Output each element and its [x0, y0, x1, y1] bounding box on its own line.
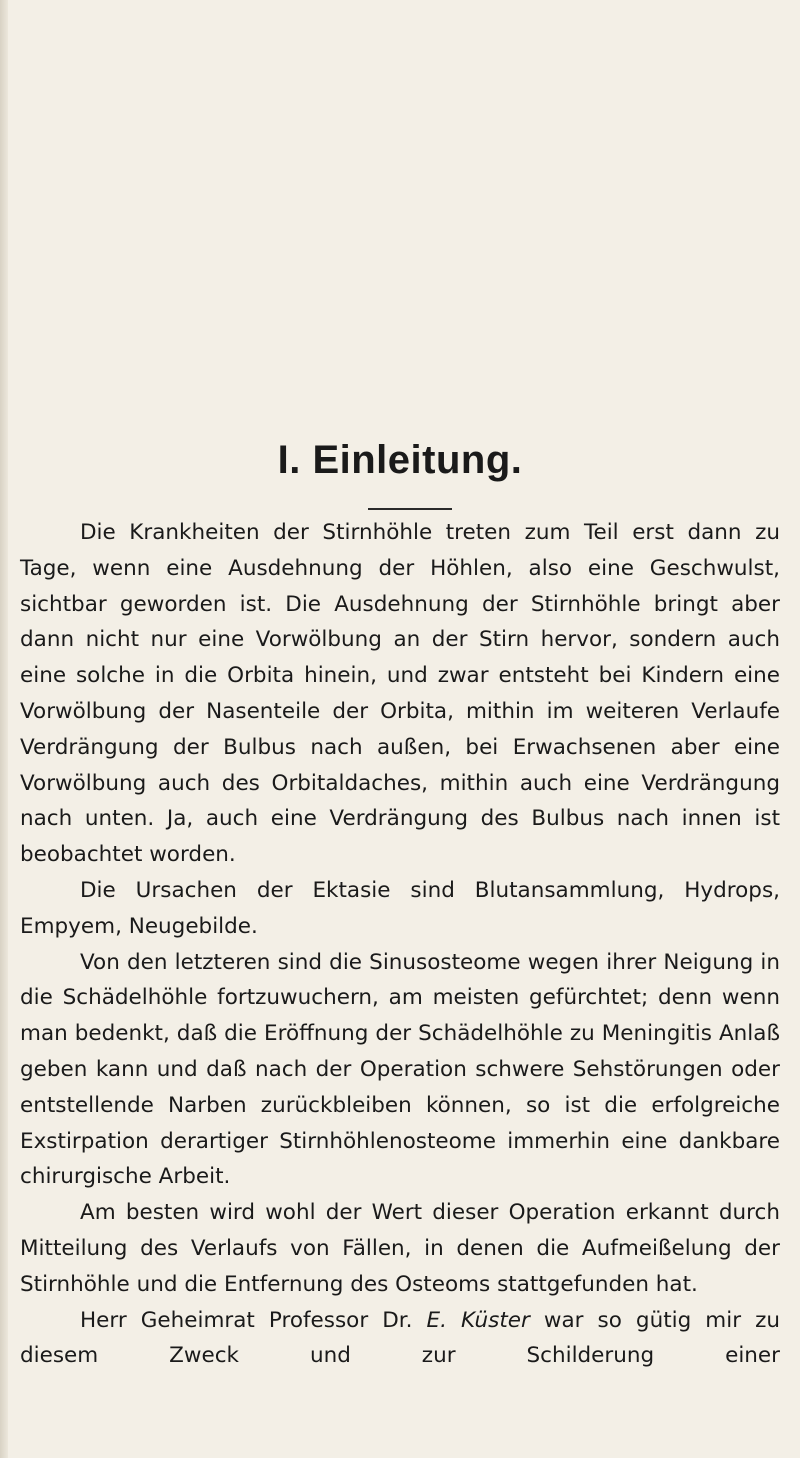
paragraph-acknowledgement [20, 1303, 780, 1375]
person-name: E. Küster [426, 1307, 530, 1333]
chapter-heading: I. Einleitung. [277, 438, 523, 482]
paragraph-causes: Die Ursachen der Ektasie sind Blutansammlung, Hydrops, Empyem, Neugebilde. [20, 877, 780, 939]
paragraph-intro: Die Krankheiten der Stirnhöhle treten zum Teil erst dann zu Tage, wenn eine Ausdehnung der Höhlen, also eine Geschwulst, sichtbar geworden ist. Die Ausdehnung der Stirnhöhle bringt aber dann nicht nur eine Vorwölbung an der Stirn hervor, sondern auch eine solche in die Orbita hinein, und zwar entsteht bei Kindern eine Vorwölbung der Nasenteile der Orbita, mithin im weiteren Verlaufe Verdrängung der Bulbus nach außen, bei Erwachsenen aber eine Vorwölbung auch des Orbitaldaches, mithin auch eine Verdrängung nach unten. Ja, auch eine Verdrängung des Bulbus nach innen ist beobachtet worden. [20, 520, 780, 868]
acknowledgement-text-end: war so gütig mir zu diesem Zweck und zur Schilderung einer [20, 1307, 780, 1369]
paragraph-osteomas: Von den letzteren sind die Sinusosteome wegen ihrer Neigung in die Schädelhöhle fortzuwuchern, am meisten gefürchtet; denn wenn man bedenkt, daß die Eröffnung der Schädelhöhle zu Meningitis Anlaß geben kann und daß nach der Operation schwere Sehstörungen oder entstellende Narben zurückbleiben können, so ist die erfolgreiche Exstirpation derartiger Stirnhöhlenosteome immerhin eine dankbare chirurgische Arbeit. [20, 949, 780, 1190]
heading-rule [368, 508, 452, 510]
page-edge [0, 0, 8, 1458]
acknowledgement-text-start: Herr Geheimrat Professor Dr. [80, 1307, 427, 1333]
body-text [20, 515, 780, 1374]
paragraph-operation: Am besten wird wohl der Wert dieser Operation erkannt durch Mitteilung des Verlaufs von Fällen, in denen die Aufmeißelung der Stirnhöhle und die Entfernung des Osteoms stattgefunden hat. [20, 1200, 780, 1297]
